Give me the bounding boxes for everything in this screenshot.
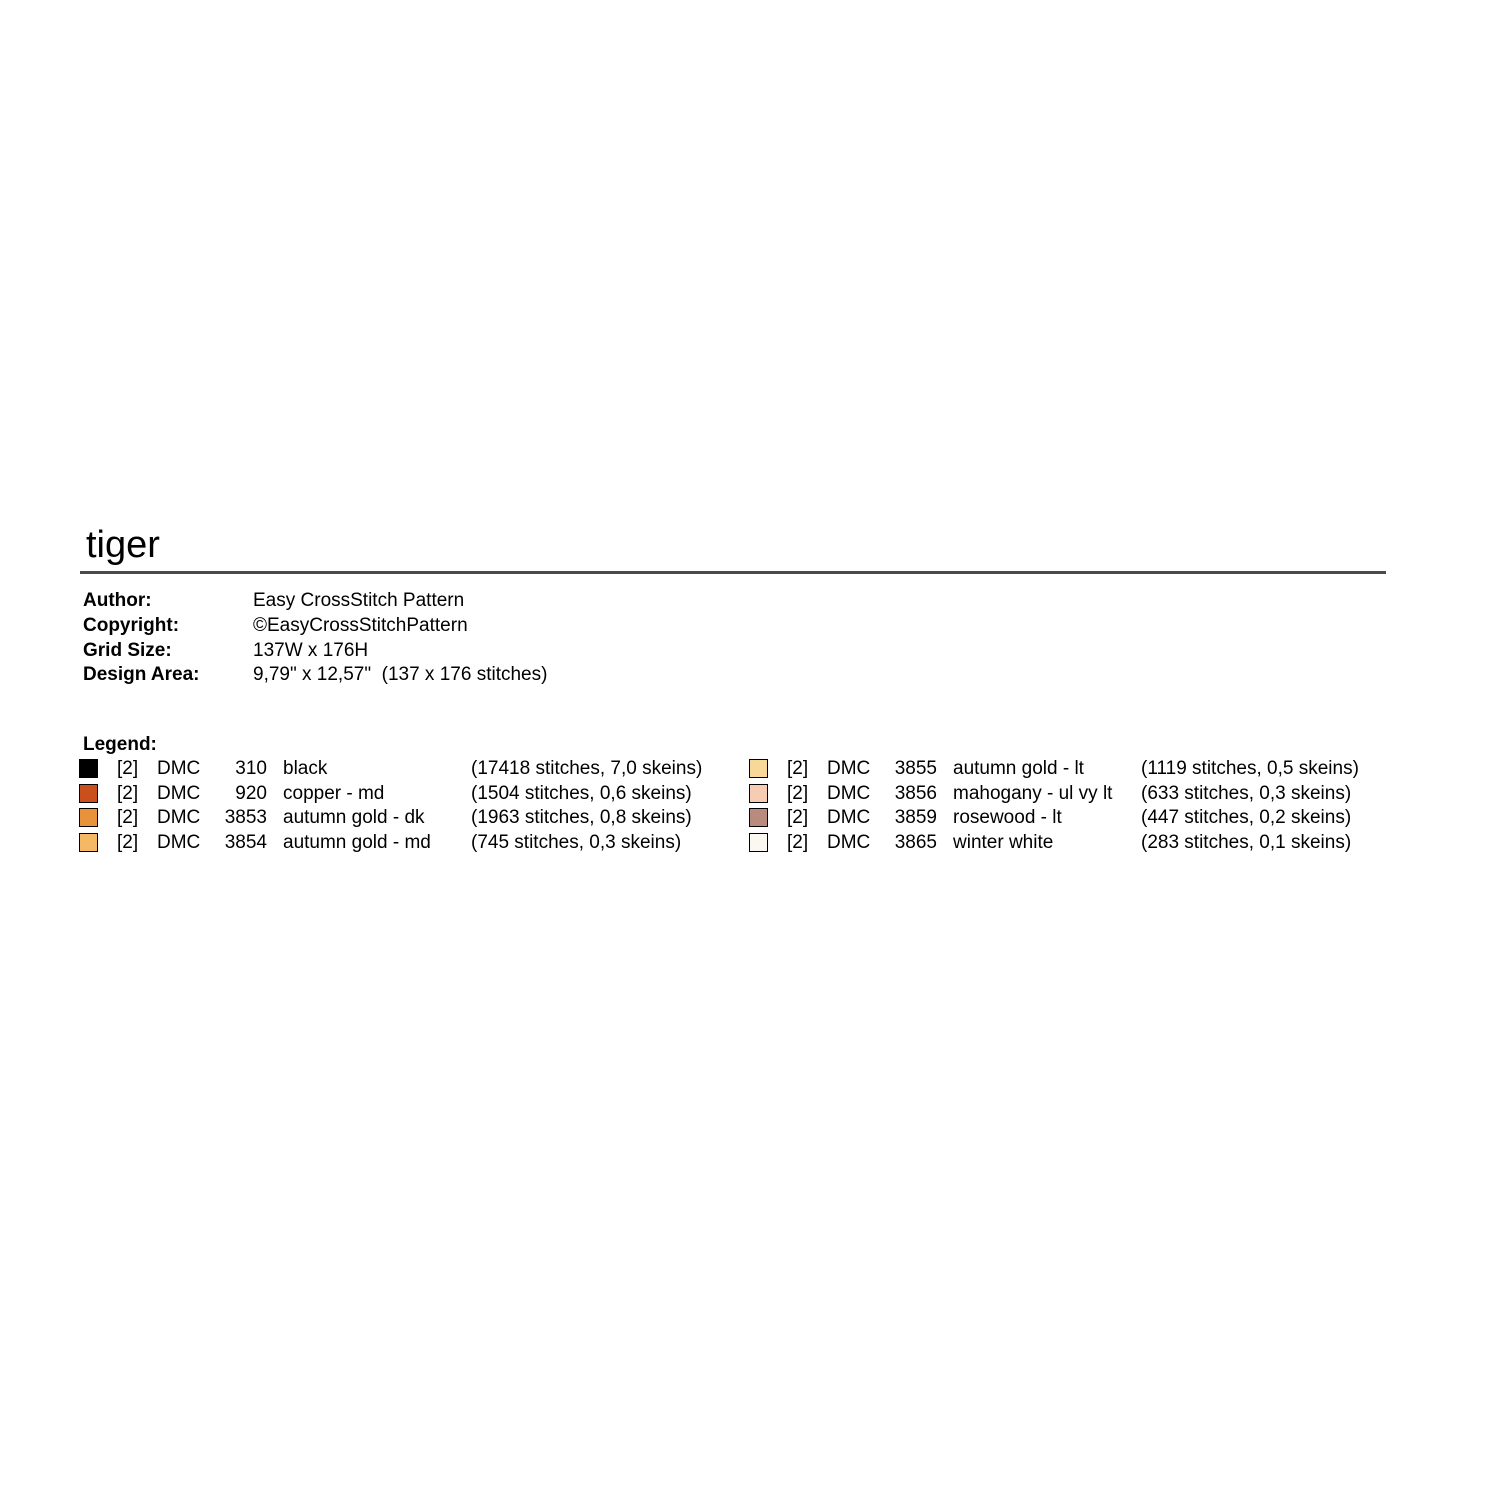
strand-count: [2] bbox=[787, 807, 809, 829]
design-area-label: Design Area: bbox=[83, 664, 200, 686]
copyright-value: ©EasyCrossStitchPattern bbox=[253, 615, 468, 637]
thread-brand: DMC bbox=[827, 832, 871, 854]
thread-color-name: copper - md bbox=[283, 782, 385, 804]
pattern-info bbox=[83, 589, 547, 688]
thread-code: 3865 bbox=[894, 832, 937, 854]
thread-color-name: autumn gold - lt bbox=[953, 758, 1084, 779]
color-swatch bbox=[749, 808, 768, 827]
stitch-count: (283 stitches, 0,1 skeins) bbox=[1141, 832, 1352, 854]
color-swatch bbox=[749, 833, 768, 852]
author-label: Author: bbox=[83, 590, 152, 612]
strand-count: [2] bbox=[787, 832, 809, 854]
stitch-count: (745 stitches, 0,3 skeins) bbox=[471, 832, 682, 854]
color-swatch bbox=[79, 784, 98, 803]
thread-color-name: rosewood - lt bbox=[953, 807, 1062, 829]
pattern-title: tiger bbox=[86, 524, 160, 566]
thread-code: 3859 bbox=[894, 807, 937, 829]
thread-color-name: mahogany - ul vy lt bbox=[953, 782, 1113, 804]
thread-code: 310 bbox=[235, 758, 267, 779]
grid-size-label: Grid Size: bbox=[83, 639, 172, 661]
copyright-row bbox=[83, 614, 547, 639]
strand-count: [2] bbox=[117, 832, 139, 854]
title-divider bbox=[80, 571, 1386, 574]
color-swatch bbox=[79, 759, 98, 778]
grid-size-value: 137W x 176H bbox=[253, 639, 369, 661]
thread-brand: DMC bbox=[157, 782, 201, 804]
thread-color-name: black bbox=[283, 758, 328, 779]
thread-color-name: autumn gold - dk bbox=[283, 807, 425, 829]
strand-count: [2] bbox=[787, 758, 809, 779]
strand-count: [2] bbox=[787, 782, 809, 804]
grid-size-row bbox=[83, 638, 547, 663]
thread-code: 3853 bbox=[224, 807, 267, 829]
strand-count: [2] bbox=[117, 782, 139, 804]
design-area-value: 9,79" x 12,57" (137 x 176 stitches) bbox=[253, 664, 548, 686]
thread-code: 3856 bbox=[894, 782, 937, 804]
stitch-count: (1963 stitches, 0,8 skeins) bbox=[471, 807, 692, 829]
color-swatch bbox=[749, 784, 768, 803]
stitch-count: (1119 stitches, 0,5 skeins) bbox=[1141, 758, 1359, 779]
thread-brand: DMC bbox=[827, 782, 871, 804]
author-row bbox=[83, 589, 547, 614]
thread-code: 3854 bbox=[224, 832, 267, 854]
strand-count: [2] bbox=[117, 758, 139, 779]
stitch-count: (633 stitches, 0,3 skeins) bbox=[1141, 782, 1352, 804]
author-value: Easy CrossStitch Pattern bbox=[253, 590, 465, 612]
thread-color-name: winter white bbox=[953, 832, 1054, 854]
stitch-count: (1504 stitches, 0,6 skeins) bbox=[471, 782, 692, 804]
thread-code: 3855 bbox=[894, 758, 937, 779]
stitch-count: (447 stitches, 0,2 skeins) bbox=[1141, 807, 1352, 829]
color-swatch bbox=[79, 833, 98, 852]
legend-title: Legend: bbox=[83, 734, 157, 755]
thread-color-name: autumn gold - md bbox=[283, 832, 431, 854]
thread-brand: DMC bbox=[157, 832, 201, 854]
design-area-row bbox=[83, 663, 547, 688]
stitch-count: (17418 stitches, 7,0 skeins) bbox=[471, 758, 703, 779]
thread-brand: DMC bbox=[157, 807, 201, 829]
thread-brand: DMC bbox=[827, 807, 871, 829]
thread-brand: DMC bbox=[827, 758, 871, 779]
color-swatch bbox=[79, 808, 98, 827]
copyright-label: Copyright: bbox=[83, 615, 180, 637]
strand-count: [2] bbox=[117, 807, 139, 829]
thread-brand: DMC bbox=[157, 758, 201, 779]
thread-code: 920 bbox=[235, 782, 267, 804]
color-swatch bbox=[749, 759, 768, 778]
